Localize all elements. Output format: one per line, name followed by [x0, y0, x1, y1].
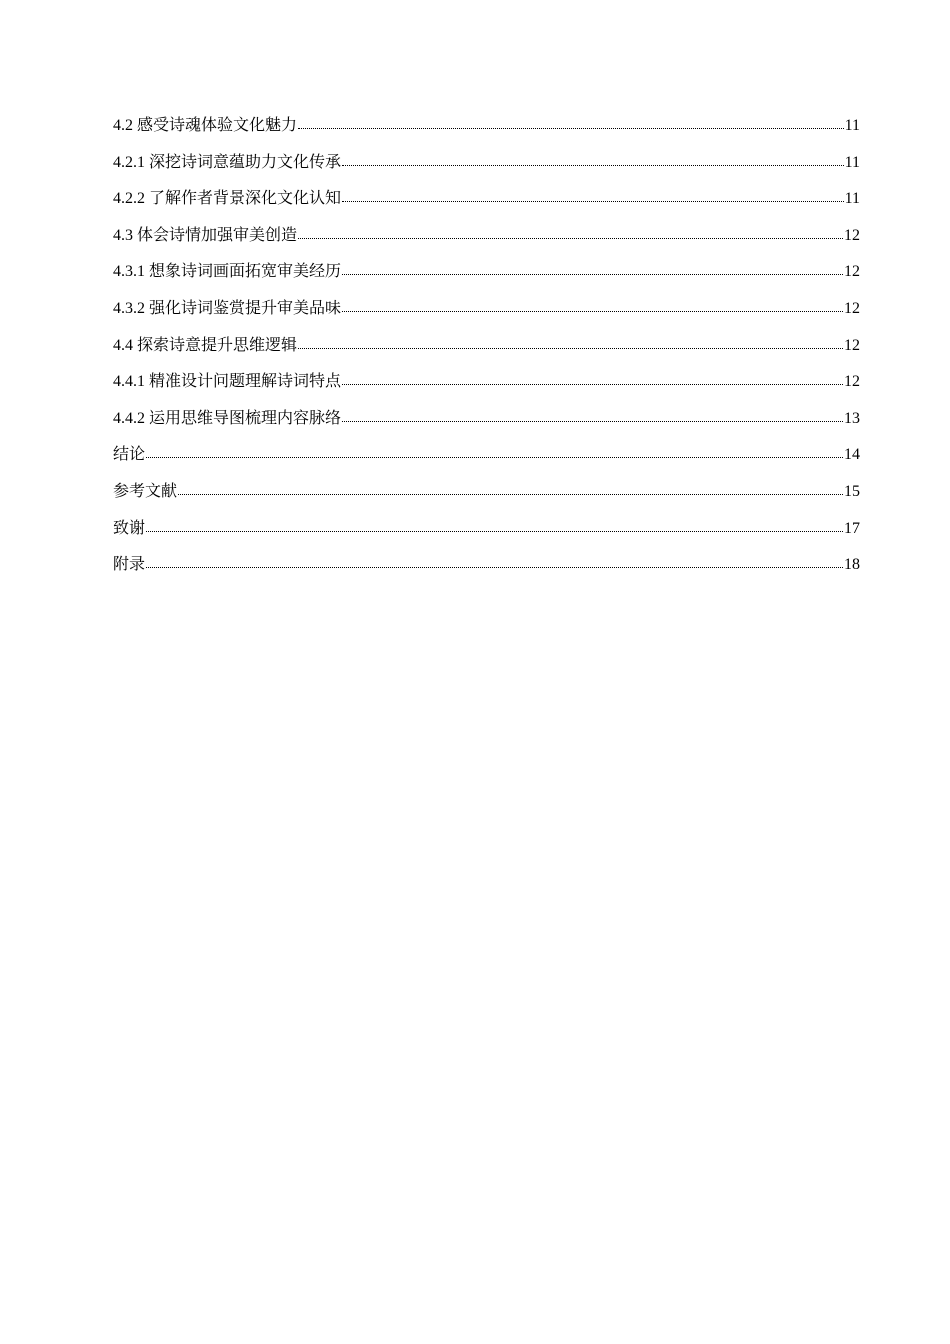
toc-entry[interactable]	[113, 517, 860, 554]
toc-entry-title: 参考文献	[113, 482, 178, 500]
toc-entry-title: 附录	[113, 556, 146, 574]
toc-dot-leader	[342, 151, 844, 167]
toc-entry[interactable]	[113, 407, 860, 444]
toc-entry-page: 12	[844, 373, 860, 391]
toc-dot-leader	[342, 407, 843, 423]
toc-dot-leader	[178, 480, 843, 496]
toc-dot-leader	[298, 334, 843, 350]
toc-entry-page: 14	[844, 446, 860, 464]
toc-entry-title: 4.4.1 精准设计问题理解诗词特点	[113, 373, 342, 391]
toc-entry-title: 4.2 感受诗魂体验文化魅力	[113, 117, 298, 134]
toc-entry[interactable]	[113, 260, 860, 297]
toc-dot-leader	[298, 114, 844, 130]
toc-dot-leader	[342, 370, 843, 386]
toc-entry-title: 4.4 探索诗意提升思维逻辑	[113, 336, 298, 354]
toc-entry[interactable]	[113, 224, 860, 261]
toc-entry[interactable]	[113, 370, 860, 407]
toc-entry-page: 13	[844, 409, 860, 427]
toc-entry-title: 4.2.1 深挖诗词意蕴助力文化传承	[113, 153, 342, 171]
toc-dot-leader	[342, 187, 844, 203]
toc-entry[interactable]	[113, 480, 860, 517]
toc-entry[interactable]	[113, 297, 860, 334]
toc-entry-page: 12	[844, 263, 860, 281]
toc-dot-leader	[146, 553, 843, 569]
toc-entry-title: 4.3.1 想象诗词画面拓宽审美经历	[113, 263, 342, 281]
toc-entry[interactable]	[113, 151, 860, 188]
toc-entry-page: 11	[844, 190, 860, 208]
toc-dot-leader	[298, 224, 843, 240]
toc-entry-page: 12	[844, 299, 860, 317]
toc-entry-page: 12	[844, 226, 860, 244]
toc-entry-title: 4.4.2 运用思维导图梳理内容脉络	[113, 409, 342, 427]
toc-dot-leader	[146, 517, 843, 533]
toc-entry-title: 结论	[113, 446, 146, 464]
toc-dot-leader	[342, 260, 843, 276]
toc-entry-page: 11	[844, 153, 860, 171]
toc-entry[interactable]	[113, 114, 860, 151]
toc-entry-page: 15	[844, 482, 860, 500]
toc-entry[interactable]	[113, 334, 860, 371]
toc-entry-title: 致谢	[113, 519, 146, 537]
toc-entry-page: 18	[844, 556, 860, 574]
toc-entry[interactable]	[113, 553, 860, 590]
toc-entry-title: 4.3 体会诗情加强审美创造	[113, 226, 298, 244]
table-of-contents	[113, 114, 860, 590]
toc-dot-leader	[146, 443, 843, 459]
toc-entry-page: 11	[844, 117, 860, 134]
toc-entry-page: 12	[844, 336, 860, 354]
toc-dot-leader	[342, 297, 843, 313]
toc-entry[interactable]	[113, 443, 860, 480]
toc-entry-title: 4.3.2 强化诗词鉴赏提升审美品味	[113, 299, 342, 317]
toc-entry-page: 17	[844, 519, 860, 537]
toc-entry[interactable]	[113, 187, 860, 224]
toc-entry-title: 4.2.2 了解作者背景深化文化认知	[113, 190, 342, 208]
